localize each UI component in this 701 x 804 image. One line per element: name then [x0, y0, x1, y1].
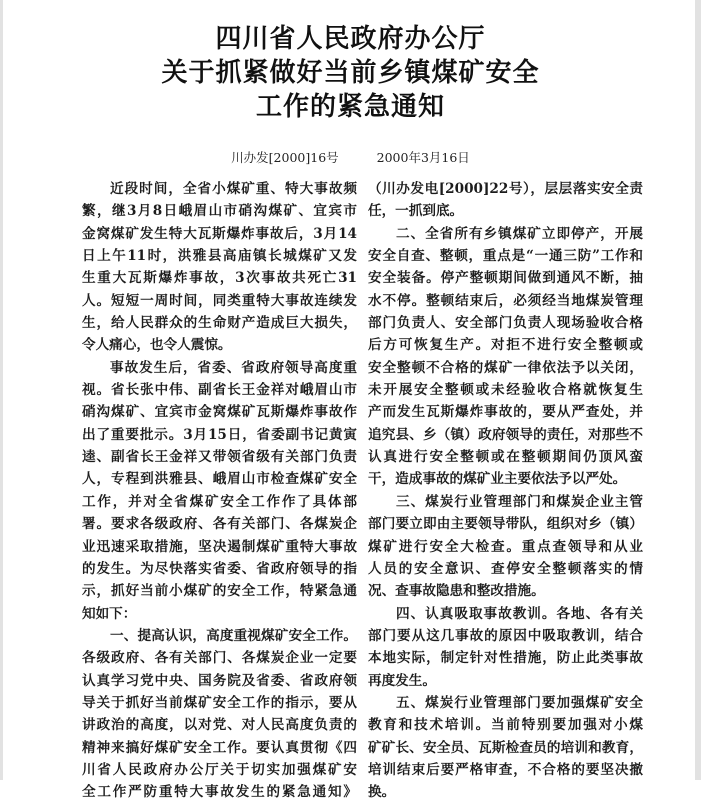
body-text-line: 的发生。为尽快落实省委、省政府领导的指	[82, 560, 357, 577]
body-text-line: 生重大瓦斯爆炸事故，3次事故共死亡31	[82, 270, 357, 287]
dateline	[0, 148, 701, 166]
body-text-line: 二、全省所有乡镇煤矿立即停产，开展	[396, 225, 643, 242]
body-text-line: 部门要从这几事故的原因中吸取教训，结合	[368, 627, 643, 644]
body-text-line: 业迅速采取措施，坚决遏制煤矿重特大事故	[82, 538, 357, 555]
body-text-line: 教育和技术培训。当前特别要加强对小煤	[368, 717, 643, 734]
body-column-left	[82, 178, 357, 804]
body-text-line: 部门负责人、安全部门负责人现场验收合格	[368, 315, 643, 332]
body-text-line: 后方可恢复生产。对拒不进行安全整顿或	[368, 337, 643, 354]
body-text-line: 况、查事故隐患和整改措施。	[368, 583, 545, 600]
body-text-line: 近段时间，全省小煤矿重、特大事故频	[110, 181, 357, 197]
body-text-line: 人，专程到洪雅县、峨眉山市检查煤矿安全	[82, 471, 357, 488]
document-title-line-3: 工作的紧急通知	[255, 92, 445, 122]
body-text-line: 培训结束后要严格审查，不合格的要坚决撤	[368, 761, 643, 778]
body-text-line: 导关于抓好当前煤矿安全工作的指示，要从	[82, 694, 357, 711]
body-text-line: 川省人民政府办公厅关于切实加强煤矿安	[82, 761, 357, 778]
body-text-line: 部门要立即由主要领导带队，组织对乡（镇）	[368, 516, 643, 533]
body-text-line: 四、认真吸取事故教训。各地、各有关	[396, 605, 643, 622]
body-text-line: 知如下：	[82, 605, 137, 622]
body-text-line: 讲政治的高度，以对党、对人民高度负责的	[82, 717, 357, 734]
body-text-line: 再度发生。	[368, 672, 436, 689]
body-text-line: 署。要求各级政府、各有关部门、各煤炭企	[82, 516, 357, 533]
body-text-line: 认真进行安全整顿或在整顿期间仍顶风蛮	[368, 449, 643, 466]
body-text-line: 煤矿进行安全大检查。重点查领导和从业	[368, 538, 643, 555]
body-text-line: 人。短短一周时间，同类重特大事故连续发	[82, 292, 357, 309]
body-text-line: 五、煤炭行业管理部门要加强煤矿安全	[396, 694, 643, 711]
body-text-line: 出了重要批示。3月15日，省委副书记黄寅	[82, 426, 357, 443]
body-text-line: 水不停。整顿结束后，必须经当地煤炭管理	[368, 292, 643, 309]
body-text-line: 各级政府、各有关部门、各煤炭企业一定要	[82, 650, 357, 667]
body-text-line: 追究县、乡（镇）政府领导的责任，对那些不	[368, 426, 643, 443]
document-title-line-2: 关于抓紧做好当前乡镇煤矿安全	[161, 58, 540, 88]
body-text-line: 安全整顿不合格的煤矿一律依法予以关闭，	[368, 359, 643, 376]
body-text-line: 视。省长张中伟、副省长王金祥对峨眉山市	[82, 382, 357, 399]
document-date: 2000年3月16日	[376, 150, 470, 165]
document-number: 川办发[2000]16号	[231, 150, 339, 165]
body-text-line: 工作，并对全省煤矿安全工作作了具体部	[82, 493, 357, 510]
body-text-line: 人员的安全意识、查停安全整顿落实的情	[368, 560, 643, 577]
body-text-line: 三、煤炭行业管理部门和煤炭企业主管	[396, 493, 643, 510]
body-text-line: 精神来搞好煤矿安全工作。要认真贯彻《四	[82, 739, 357, 756]
body-text-line: 换。	[368, 784, 396, 801]
body-text-line: （川办发电[2000]22号），层层落实安全责	[368, 181, 643, 197]
body-text-line: 金窝煤矿发生特大瓦斯爆炸事故后，3月14	[82, 225, 357, 242]
body-text-line: 日上午11时，洪雅县高庙镇长城煤矿又发	[82, 248, 357, 265]
body-text-line: 事故发生后，省委、省政府领导高度重	[110, 359, 357, 376]
body-text-line: 繁，继3月8日峨眉山市硝沟煤矿、宜宾市	[82, 203, 357, 220]
body-text-line: 全工作严防重特大事故发生的紧急通知》	[82, 784, 357, 801]
body-text-line: 干，造成事故的煤矿业主要依法予以严处。	[368, 471, 627, 488]
body-text-line: 令人痛心，也令人震惊。	[82, 337, 232, 354]
body-text-line: 一、提高认识，高度重视煤矿安全工作。	[110, 627, 357, 644]
body-text-line: 本地实际，制定针对性措施，防止此类事故	[368, 650, 643, 667]
body-text-line: 任，一抓到底。	[368, 203, 464, 220]
body-text-line: 未开展安全整顿或未经验收合格就恢复生	[368, 382, 643, 399]
body-text-line: 产而发生瓦斯爆炸事故的，要从严查处，并	[368, 404, 643, 421]
body-text-line: 认真学习党中央、国务院及省委、省政府领	[82, 672, 357, 689]
body-text-line: 安全自查、整顿，重点是“一通三防”工作和	[368, 248, 643, 265]
body-column-right	[368, 178, 643, 804]
body-text-line: 安全装备。停产整顿期间做到通风不断，抽	[368, 270, 643, 287]
body-text-line: 示，抓好当前小煤矿的安全工作，特紧急通	[82, 583, 357, 600]
body-text-line: 生，给人民群众的生命财产造成巨大损失，	[82, 315, 357, 332]
body-text-line: 硝沟煤矿、宜宾市金窝煤矿瓦斯爆炸事故作	[82, 404, 357, 421]
body-text-line: 逵、副省长王金祥又带领省级有关部门负责	[82, 449, 357, 466]
document-title-line-1: 四川省人民政府办公厅	[215, 24, 486, 54]
body-text-line: 矿矿长、安全员、瓦斯检查员的培训和教育，	[368, 739, 643, 756]
